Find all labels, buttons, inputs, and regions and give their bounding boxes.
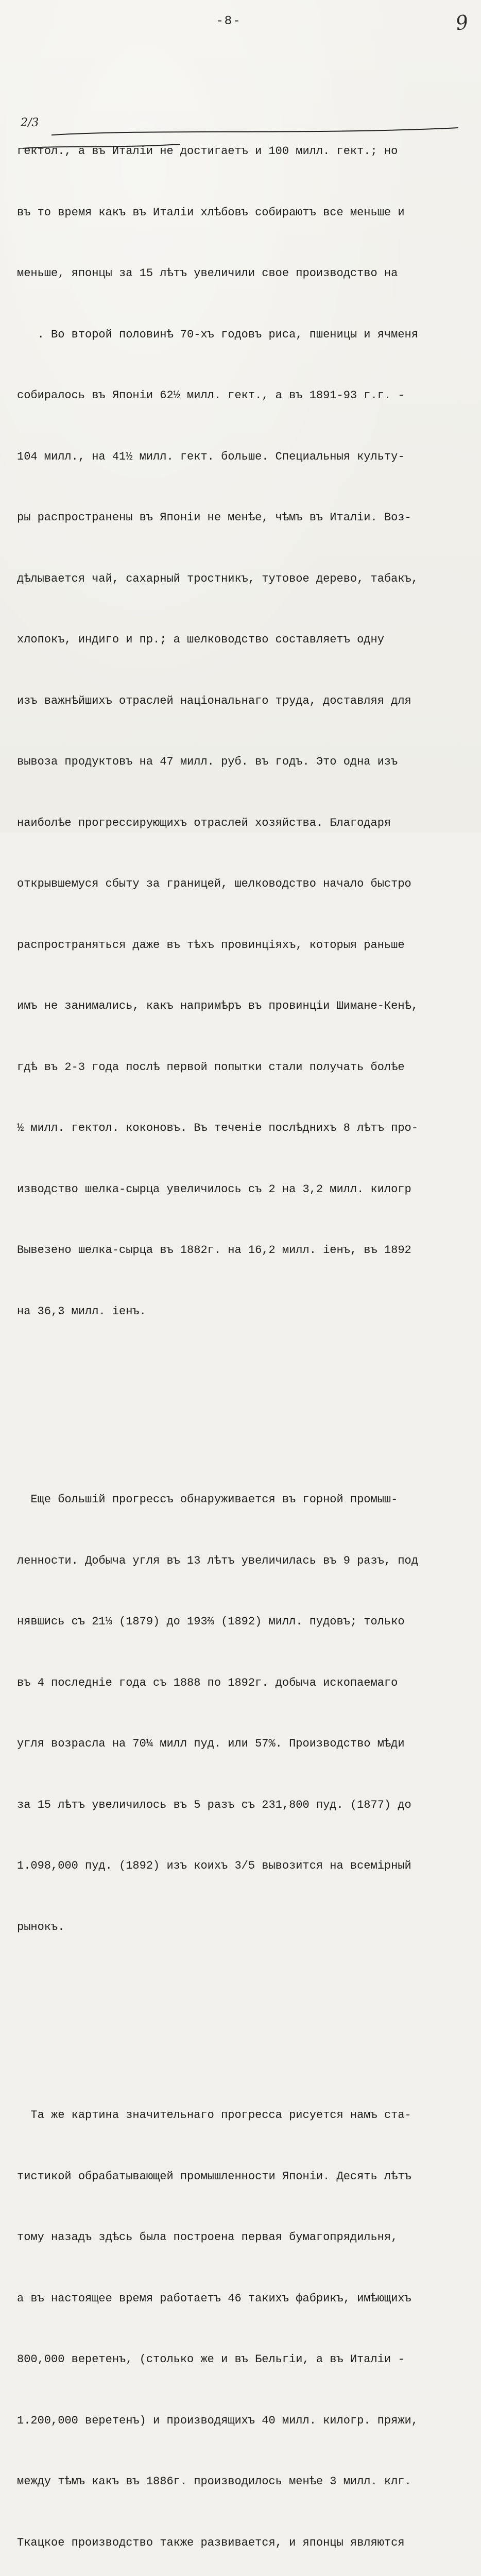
text-line: вывоза продуктовъ на 47 милл. руб. въ годъ. Это одна изъ — [17, 755, 398, 768]
text-line: Ткацкое производство также развивается, и японцы являются — [17, 2536, 405, 2549]
text-line: за 15 лѣтъ увеличилось въ 5 разъ съ 231,800 пуд. (1877) до — [17, 1798, 411, 1811]
text-line: рынокъ. — [17, 1920, 65, 1934]
body-text — [17, 60, 456, 2576]
paragraph — [17, 100, 456, 1362]
text-line: ленности. Добыча угля въ 13 лѣтъ увеличилась въ 9 разъ, под — [17, 1554, 418, 1567]
text-line: на 36,3 милл. іенъ. — [17, 1304, 146, 1318]
text-line: открывшемуся сбыту за границей, шелководство начало быстро — [17, 877, 411, 890]
paragraph — [17, 1449, 456, 1978]
text-line: имъ не занимались, какъ напримѣръ въ провинціи Шимане-Кенѣ, — [17, 999, 418, 1012]
text-line: а въ настоящее время работаетъ 46 такихъ фабрикъ, имѣющихъ — [17, 2292, 411, 2305]
text-line: 1.098,000 пуд. (1892) изъ коихъ 3/5 вывозится на всемірный — [17, 1859, 411, 1872]
text-line: нявшись съ 21⅓ (1879) до 193⅔ (1892) милл. пудовъ; только — [17, 1615, 405, 1628]
archive-page-number: 9 — [454, 10, 470, 35]
text-line: распространяться даже въ тѣхъ провинціяхъ, которыя раньше — [17, 938, 405, 952]
page-number: -8- — [216, 14, 242, 28]
text-line: тистикой обрабатывающей промышленности Японіи. Десять лѣтъ — [17, 2170, 411, 2183]
text-line: 800,000 веретенъ, (столько же и въ Бельгіи, а въ Италіи - — [17, 2353, 405, 2366]
text-line: ½ милл. гектол. коконовъ. Въ теченіе послѣднихъ 8 лѣтъ про- — [17, 1122, 418, 1134]
text-line: ры распространены въ Японіи не менѣе, чѣмъ въ Италіи. Воз- — [17, 511, 411, 524]
text-line: наиболѣе прогрессирующихъ отраслей хозяйства. Благодаря — [17, 816, 391, 829]
text-line: угля возрасла на 70¼ милл пуд. или 57%. Производство мѣди — [17, 1737, 405, 1750]
text-line: меньше, японцы за 15 лѣтъ увеличили свое производство на — [17, 267, 398, 280]
text-line: собиралось въ Японіи 62½ милл. гект., а въ 1891-93 г.г. - — [17, 389, 405, 402]
text-line: Еще большій прогрессъ обнаруживается въ горной промыш- — [17, 1493, 398, 1506]
text-line: изводство шелка-сырца увеличилось съ 2 на 3,2 милл. килогр — [17, 1182, 411, 1196]
text-line: тому назадъ здѣсь была построена первая бумагопрядильня, — [17, 2231, 398, 2244]
text-line: 104 милл., на 41½ милл. гект. больше. Специальныя культу- — [17, 450, 405, 463]
text-line: хлопокъ, индиго и пр.; а шелководство составляетъ одну — [17, 633, 384, 646]
text-line: 1.200,000 веретенъ) и производящихъ 40 милл. килогр. пряжи, — [17, 2414, 418, 2427]
text-line: въ 4 последніе года съ 1888 по 1892г. добыча ископаемаго — [17, 1676, 398, 1689]
paragraph — [17, 2064, 456, 2576]
text-line: гдѣ въ 2-3 года послѣ первой попытки стали получать болѣе — [17, 1060, 405, 1074]
text-line: Та же картина значительнаго прогресса рисуется намъ ста- — [17, 2109, 411, 2122]
text-line: . Во второй половинѣ 70-хъ годовъ риса, пшеницы и ячменя — [17, 328, 418, 341]
text-line: Вывезено шелка-сырца въ 1882г. на 16,2 милл. іенъ, въ 1892 — [17, 1244, 411, 1257]
margin-annotation: 2/3 — [21, 116, 39, 129]
text-line: въ то время какъ въ Италіи хлѣбовъ собираютъ все меньше и — [17, 206, 405, 219]
text-line: дѣлывается чай, сахарный тростникъ, тутовое дерево, табакъ, — [17, 572, 418, 585]
paragraph-gap — [17, 1403, 456, 1408]
text-line: гектол., а въ Италіи не достигаетъ и 100 милл. гект.; но — [17, 145, 398, 158]
paragraph-gap — [17, 2019, 456, 2024]
text-line: изъ важнѣйшихъ отраслей національнаго труда, доставляя для — [17, 694, 411, 707]
text-line: между тѣмъ какъ въ 1886г. производилось менѣе 3 милл. клг. — [17, 2475, 411, 2488]
